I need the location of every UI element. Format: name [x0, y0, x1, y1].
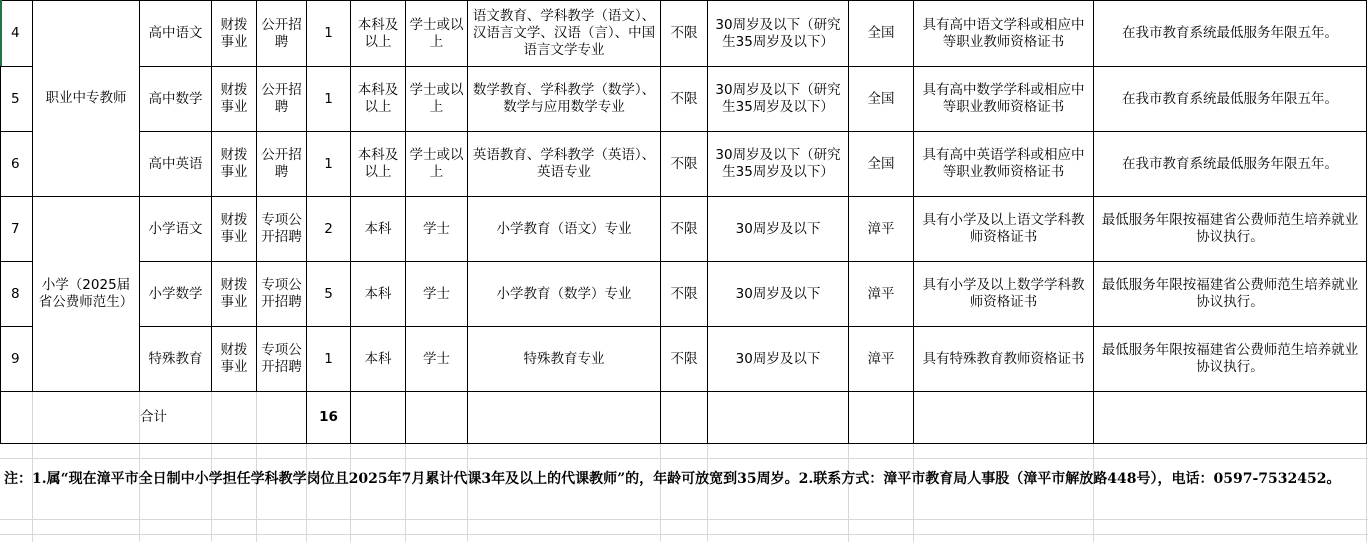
subject-cell[interactable]: 特殊教育 [140, 327, 212, 392]
scope-cell[interactable]: 全国 [849, 132, 914, 197]
age-cell[interactable]: 30周岁及以下（研究生35周岁及以下） [708, 67, 849, 132]
major-cell[interactable]: 英语教育、学科教学（英语）、英语专业 [468, 132, 661, 197]
empty-cell[interactable] [914, 392, 1094, 444]
count-cell[interactable]: 5 [307, 262, 351, 327]
total-row [1, 392, 1367, 444]
subject-cell[interactable]: 高中英语 [140, 132, 212, 197]
qualification-cell[interactable]: 具有高中英语学科或相应中等职业教师资格证书 [914, 132, 1094, 197]
remark-cell[interactable]: 最低服务年限按福建省公费师范生培养就业协议执行。 [1094, 262, 1367, 327]
subject-cell[interactable]: 高中数学 [140, 67, 212, 132]
empty-cell[interactable] [351, 392, 406, 444]
age-cell[interactable]: 30周岁及以下（研究生35周岁及以下） [708, 132, 849, 197]
political-cell[interactable]: 不限 [661, 67, 708, 132]
political-cell[interactable]: 不限 [661, 197, 708, 262]
count-cell[interactable]: 1 [307, 327, 351, 392]
degree-cell[interactable]: 学士或以上 [406, 67, 468, 132]
row-number[interactable]: 8 [1, 262, 33, 327]
age-cell[interactable]: 30周岁及以下 [708, 327, 849, 392]
age-cell[interactable]: 30周岁及以下（研究生35周岁及以下） [708, 1, 849, 67]
degree-cell[interactable]: 学士 [406, 197, 468, 262]
major-cell[interactable]: 数学教育、学科教学（数学）、数学与应用数学专业 [468, 67, 661, 132]
table-row [1, 262, 1367, 327]
education-cell[interactable]: 本科及以上 [351, 67, 406, 132]
group-primary[interactable]: 小学（2025届省公费师范生） [33, 197, 140, 392]
row-number[interactable]: 6 [1, 132, 33, 197]
scope-cell[interactable]: 漳平 [849, 262, 914, 327]
political-cell[interactable]: 不限 [661, 262, 708, 327]
major-cell[interactable]: 特殊教育专业 [468, 327, 661, 392]
footnote: 注：1.属“现在漳平市全日制中小学担任学科教学岗位且2025年7月累计代课3年及以上的代课教师”的，年龄可放宽到35周岁。2.联系方式：漳平市教育局人事股（漳平市解放路448号），电话：0597-7532452。 [4, 471, 1341, 487]
education-cell[interactable]: 本科 [351, 327, 406, 392]
method-cell[interactable]: 专项公开招聘 [257, 197, 307, 262]
degree-cell[interactable]: 学士或以上 [406, 132, 468, 197]
qualification-cell[interactable]: 具有小学及以上数学学科教师资格证书 [914, 262, 1094, 327]
education-cell[interactable]: 本科及以上 [351, 132, 406, 197]
subject-cell[interactable]: 小学语文 [140, 197, 212, 262]
remark-cell[interactable]: 在我市教育系统最低服务年限五年。 [1094, 1, 1367, 67]
subject-cell[interactable]: 高中语文 [140, 1, 212, 67]
count-cell[interactable]: 1 [307, 67, 351, 132]
row-number[interactable]: 5 [1, 67, 33, 132]
education-cell[interactable]: 本科 [351, 262, 406, 327]
empty-cell[interactable] [1094, 392, 1367, 444]
count-cell[interactable]: 1 [307, 1, 351, 67]
total-count[interactable]: 16 [307, 392, 351, 444]
scope-cell[interactable]: 全国 [849, 1, 914, 67]
major-cell[interactable]: 语文教育、学科教学（语文）、汉语言文学、汉语（言）、中国语言文学专业 [468, 1, 661, 67]
row-number[interactable]: 9 [1, 327, 33, 392]
age-cell[interactable]: 30周岁及以下 [708, 262, 849, 327]
table-row [1, 132, 1367, 197]
qualification-cell[interactable]: 具有高中数学学科或相应中等职业教师资格证书 [914, 67, 1094, 132]
major-cell[interactable]: 小学教育（数学）专业 [468, 262, 661, 327]
table-row [1, 197, 1367, 262]
degree-cell[interactable]: 学士 [406, 327, 468, 392]
qualification-cell[interactable]: 具有特殊教育教师资格证书 [914, 327, 1094, 392]
nature-cell[interactable]: 财拨事业 [212, 132, 257, 197]
empty-cell[interactable] [406, 392, 468, 444]
remark-cell[interactable]: 最低服务年限按福建省公费师范生培养就业协议执行。 [1094, 327, 1367, 392]
degree-cell[interactable]: 学士 [406, 262, 468, 327]
nature-cell[interactable]: 财拨事业 [212, 327, 257, 392]
degree-cell[interactable]: 学士或以上 [406, 1, 468, 67]
table-row [1, 67, 1367, 132]
nature-cell[interactable]: 财拨事业 [212, 262, 257, 327]
group-vocational[interactable]: 职业中专教师 [33, 1, 140, 197]
row-number[interactable]: 7 [1, 197, 33, 262]
remark-cell[interactable]: 最低服务年限按福建省公费师范生培养就业协议执行。 [1094, 197, 1367, 262]
scope-cell[interactable]: 漳平 [849, 197, 914, 262]
scope-cell[interactable]: 漳平 [849, 327, 914, 392]
method-cell[interactable]: 公开招聘 [257, 1, 307, 67]
nature-cell[interactable]: 财拨事业 [212, 67, 257, 132]
scope-cell[interactable]: 全国 [849, 67, 914, 132]
political-cell[interactable]: 不限 [661, 327, 708, 392]
education-cell[interactable]: 本科 [351, 197, 406, 262]
major-cell[interactable]: 小学教育（语文）专业 [468, 197, 661, 262]
remark-cell[interactable]: 在我市教育系统最低服务年限五年。 [1094, 132, 1367, 197]
nature-cell[interactable]: 财拨事业 [212, 197, 257, 262]
subject-cell[interactable]: 小学数学 [140, 262, 212, 327]
total-label[interactable]: 合计 [1, 392, 307, 444]
table-row [1, 1, 1367, 67]
remark-cell[interactable]: 在我市教育系统最低服务年限五年。 [1094, 67, 1367, 132]
table-row [1, 327, 1367, 392]
method-cell[interactable]: 公开招聘 [257, 132, 307, 197]
empty-cell[interactable] [849, 392, 914, 444]
empty-cell[interactable] [468, 392, 661, 444]
age-cell[interactable]: 30周岁及以下 [708, 197, 849, 262]
selection-indicator [0, 0, 2, 66]
method-cell[interactable]: 专项公开招聘 [257, 262, 307, 327]
count-cell[interactable]: 1 [307, 132, 351, 197]
count-cell[interactable]: 2 [307, 197, 351, 262]
nature-cell[interactable]: 财拨事业 [212, 1, 257, 67]
qualification-cell[interactable]: 具有小学及以上语文学科教师资格证书 [914, 197, 1094, 262]
education-cell[interactable]: 本科及以上 [351, 1, 406, 67]
qualification-cell[interactable]: 具有高中语文学科或相应中等职业教师资格证书 [914, 1, 1094, 67]
method-cell[interactable]: 公开招聘 [257, 67, 307, 132]
row-number[interactable]: 4 [1, 1, 33, 67]
empty-cell[interactable] [708, 392, 849, 444]
political-cell[interactable]: 不限 [661, 132, 708, 197]
method-cell[interactable]: 专项公开招聘 [257, 327, 307, 392]
empty-cell[interactable] [661, 392, 708, 444]
political-cell[interactable]: 不限 [661, 1, 708, 67]
